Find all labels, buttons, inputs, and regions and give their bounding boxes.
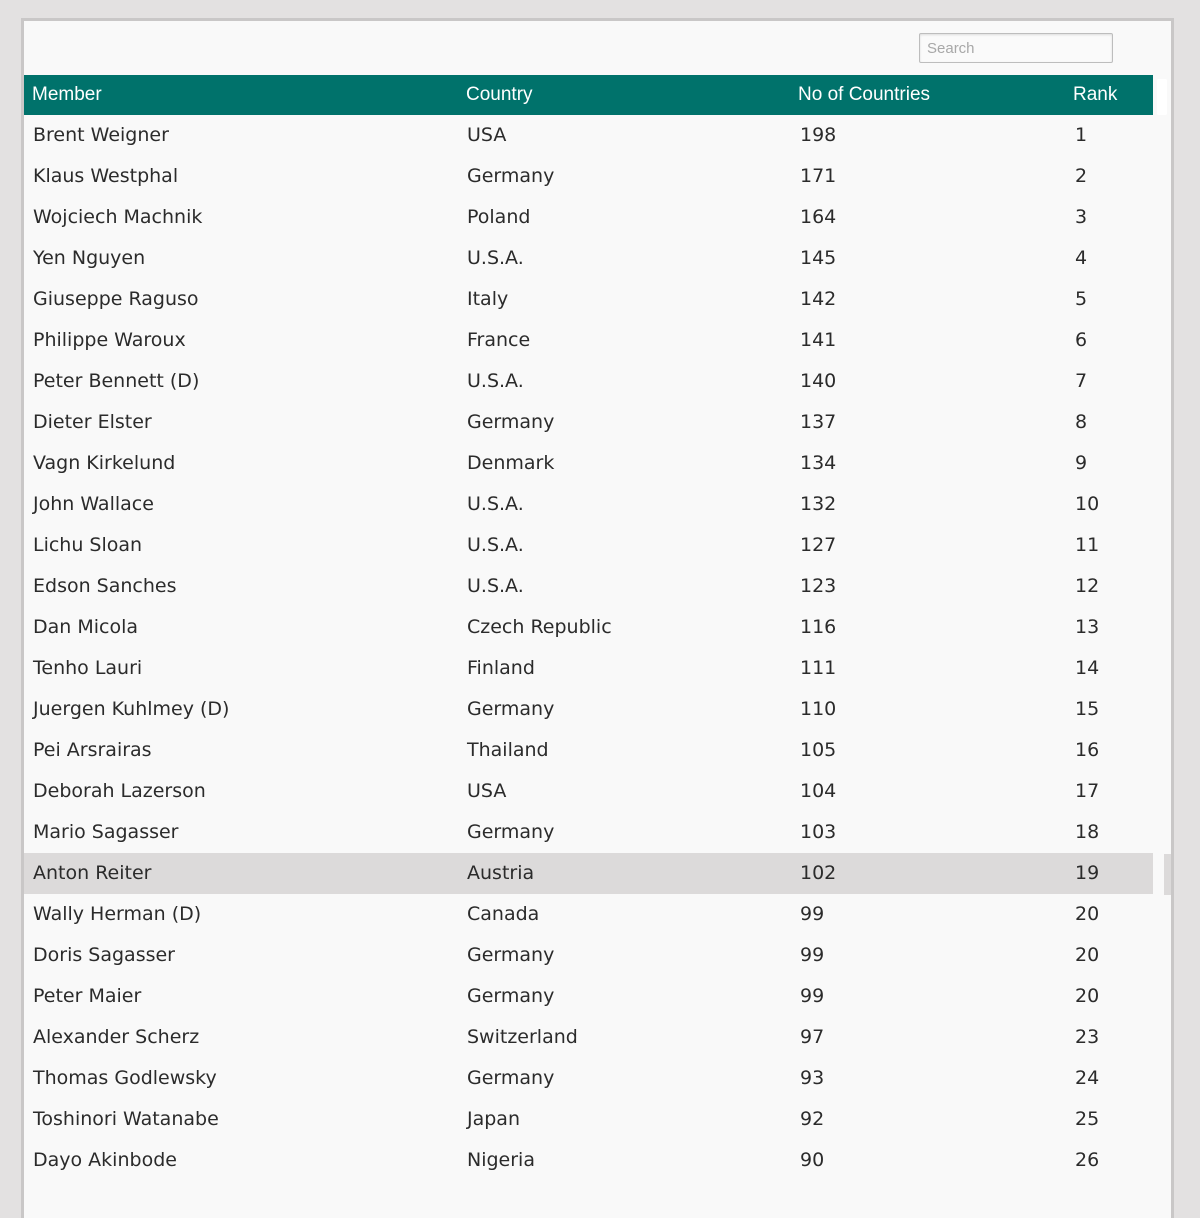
cell-no-of-countries: 99: [800, 903, 825, 925]
cell-member: Anton Reiter: [33, 862, 152, 884]
cell-no-of-countries: 127: [800, 534, 837, 556]
table-row[interactable]: [24, 976, 1153, 1017]
cell-no-of-countries: 99: [800, 985, 825, 1007]
cell-rank: 9: [1075, 452, 1088, 474]
table-panel: [21, 18, 1174, 1218]
cell-country: Germany: [467, 821, 555, 843]
cell-country: Italy: [467, 288, 509, 310]
cell-rank: 24: [1075, 1067, 1100, 1089]
table-row[interactable]: [24, 361, 1153, 402]
cell-member: Doris Sagasser: [33, 944, 175, 966]
cell-country: Germany: [467, 698, 555, 720]
table-row[interactable]: [24, 935, 1153, 976]
cell-country: Austria: [467, 862, 535, 884]
table-row[interactable]: [24, 1017, 1153, 1058]
table-row[interactable]: [24, 320, 1153, 361]
table-row[interactable]: [24, 648, 1153, 689]
cell-member: Dieter Elster: [33, 411, 152, 433]
table-row[interactable]: [24, 730, 1153, 771]
cell-country: Germany: [467, 411, 555, 433]
cell-country: U.S.A.: [467, 370, 524, 392]
table-body: [24, 115, 1153, 1181]
cell-country: Canada: [467, 903, 540, 925]
cell-rank: 19: [1075, 862, 1100, 884]
cell-no-of-countries: 141: [800, 329, 837, 351]
cell-no-of-countries: 145: [800, 247, 837, 269]
cell-rank: 20: [1075, 985, 1100, 1007]
cell-country: Finland: [467, 657, 535, 679]
cell-rank: 15: [1075, 698, 1100, 720]
cell-rank: 4: [1075, 247, 1088, 269]
cell-member: Pei Arsrairas: [33, 739, 152, 761]
table-row[interactable]: [24, 812, 1153, 853]
cell-no-of-countries: 111: [800, 657, 837, 679]
cell-no-of-countries: 123: [800, 575, 837, 597]
cell-no-of-countries: 93: [800, 1067, 825, 1089]
cell-rank: 3: [1075, 206, 1088, 228]
table-row[interactable]: [24, 156, 1153, 197]
column-header-no-of-countries[interactable]: No of Countries: [798, 84, 931, 105]
cell-country: Germany: [467, 944, 555, 966]
cell-no-of-countries: 137: [800, 411, 837, 433]
table-row[interactable]: [24, 771, 1153, 812]
cell-rank: 12: [1075, 575, 1100, 597]
cell-country: Germany: [467, 165, 555, 187]
cell-rank: 18: [1075, 821, 1100, 843]
cell-rank: 6: [1075, 329, 1088, 351]
cell-country: U.S.A.: [467, 534, 524, 556]
cell-no-of-countries: 116: [800, 616, 837, 638]
scrollbar-thumb[interactable]: [1157, 79, 1167, 115]
cell-no-of-countries: 142: [800, 288, 837, 310]
cell-rank: 20: [1075, 944, 1100, 966]
table-row[interactable]: [24, 484, 1153, 525]
cell-member: Wojciech Machnik: [33, 206, 203, 228]
table-row[interactable]: [24, 197, 1153, 238]
table-row[interactable]: [24, 1099, 1153, 1140]
cell-member: Peter Bennett (D): [33, 370, 200, 392]
cell-no-of-countries: 132: [800, 493, 837, 515]
cell-member: Deborah Lazerson: [33, 780, 206, 802]
table-row[interactable]: [24, 402, 1153, 443]
column-header-member[interactable]: Member: [32, 84, 102, 105]
cell-country: France: [467, 329, 531, 351]
cell-rank: 23: [1075, 1026, 1100, 1048]
scrollbar[interactable]: [1153, 75, 1171, 1218]
cell-member: Thomas Godlewsky: [33, 1067, 217, 1089]
cell-no-of-countries: 198: [800, 124, 837, 146]
table-row[interactable]: [24, 853, 1153, 894]
cell-no-of-countries: 97: [800, 1026, 825, 1048]
cell-country: Nigeria: [467, 1149, 535, 1171]
cell-rank: 16: [1075, 739, 1100, 761]
cell-member: John Wallace: [33, 493, 154, 515]
cell-member: Toshinori Watanabe: [33, 1108, 219, 1130]
cell-member: Klaus Westphal: [33, 165, 179, 187]
cell-country: U.S.A.: [467, 247, 524, 269]
cell-no-of-countries: 92: [800, 1108, 825, 1130]
cell-country: Germany: [467, 985, 555, 1007]
cell-country: Thailand: [467, 739, 549, 761]
table-row[interactable]: [24, 607, 1153, 648]
cell-country: Switzerland: [467, 1026, 578, 1048]
cell-rank: 8: [1075, 411, 1088, 433]
cell-member: Giuseppe Raguso: [33, 288, 199, 310]
cell-member: Vagn Kirkelund: [33, 452, 176, 474]
cell-member: Yen Nguyen: [33, 247, 146, 269]
cell-rank: 20: [1075, 903, 1100, 925]
cell-rank: 26: [1075, 1149, 1100, 1171]
table-row[interactable]: [24, 1058, 1153, 1099]
cell-no-of-countries: 140: [800, 370, 837, 392]
cell-no-of-countries: 171: [800, 165, 837, 187]
column-header-country[interactable]: Country: [466, 84, 533, 105]
cell-member: Juergen Kuhlmey (D): [33, 698, 230, 720]
column-header-rank[interactable]: Rank: [1073, 84, 1118, 105]
cell-member: Philippe Waroux: [33, 329, 186, 351]
cell-rank: 17: [1075, 780, 1100, 802]
cell-rank: 2: [1075, 165, 1088, 187]
table-row[interactable]: [24, 525, 1153, 566]
cell-country: Denmark: [467, 452, 555, 474]
table-row[interactable]: [24, 1140, 1153, 1181]
cell-no-of-countries: 104: [800, 780, 837, 802]
cell-rank: 25: [1075, 1108, 1100, 1130]
search-input[interactable]: [919, 33, 1113, 63]
table-header: [24, 75, 1153, 115]
toolbar: [24, 21, 1171, 73]
cell-no-of-countries: 110: [800, 698, 837, 720]
cell-country: Japan: [467, 1108, 520, 1130]
cell-rank: 11: [1075, 534, 1100, 556]
cell-member: Wally Herman (D): [33, 903, 202, 925]
cell-member: Lichu Sloan: [33, 534, 143, 556]
table-row[interactable]: [24, 443, 1153, 484]
cell-member: Dan Micola: [33, 616, 139, 638]
cell-country: U.S.A.: [467, 575, 524, 597]
cell-rank: 1: [1075, 124, 1088, 146]
cell-member: Mario Sagasser: [33, 821, 179, 843]
table-row[interactable]: [24, 115, 1153, 156]
cell-member: Peter Maier: [33, 985, 142, 1007]
scrollbar-highlight-marker: [1164, 854, 1171, 895]
cell-member: Brent Weigner: [33, 124, 169, 146]
cell-rank: 10: [1075, 493, 1100, 515]
cell-country: Poland: [467, 206, 531, 228]
cell-country: USA: [467, 124, 507, 146]
cell-no-of-countries: 134: [800, 452, 837, 474]
cell-no-of-countries: 105: [800, 739, 837, 761]
cell-member: Dayo Akinbode: [33, 1149, 177, 1171]
cell-country: U.S.A.: [467, 493, 524, 515]
cell-country: USA: [467, 780, 507, 802]
cell-no-of-countries: 90: [800, 1149, 825, 1171]
cell-rank: 13: [1075, 616, 1100, 638]
cell-member: Alexander Scherz: [33, 1026, 200, 1048]
table-row[interactable]: [24, 566, 1153, 607]
cell-no-of-countries: 99: [800, 944, 825, 966]
cell-rank: 7: [1075, 370, 1088, 392]
cell-rank: 14: [1075, 657, 1100, 679]
cell-no-of-countries: 103: [800, 821, 837, 843]
cell-country: Czech Republic: [467, 616, 612, 638]
cell-no-of-countries: 102: [800, 862, 837, 884]
table-row[interactable]: [24, 689, 1153, 730]
cell-no-of-countries: 164: [800, 206, 837, 228]
cell-rank: 5: [1075, 288, 1088, 310]
table-row[interactable]: [24, 894, 1153, 935]
table-row[interactable]: [24, 279, 1153, 320]
cell-country: Germany: [467, 1067, 555, 1089]
cell-member: Tenho Lauri: [33, 657, 143, 679]
table-row[interactable]: [24, 238, 1153, 279]
cell-member: Edson Sanches: [33, 575, 177, 597]
